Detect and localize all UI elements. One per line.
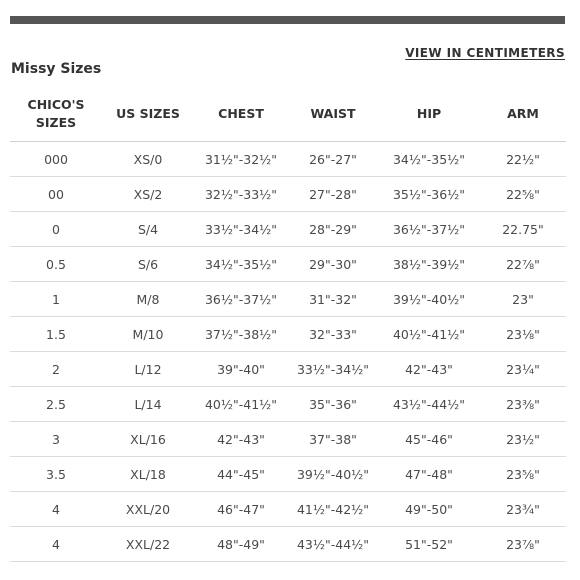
us-size-cell: L/14 (102, 387, 194, 422)
hip-cell: 43½"-44½" (378, 387, 480, 422)
table-row (10, 492, 566, 527)
table-row (10, 177, 566, 212)
hip-cell: 36½"-37½" (378, 212, 480, 247)
chest-cell: 48"-49" (194, 527, 288, 562)
hip-cell: 45"-46" (378, 422, 480, 457)
column-header-us-sizes: US SIZES (102, 87, 194, 142)
chest-cell: 31½"-32½" (194, 142, 288, 177)
arm-cell: 23½" (480, 422, 566, 457)
table-row (10, 387, 566, 422)
us-size-cell: XXL/20 (102, 492, 194, 527)
chicos-size-cell: 3.5 (10, 457, 102, 492)
waist-cell: 35"-36" (288, 387, 378, 422)
chicos-size-cell: 4 (10, 492, 102, 527)
waist-cell: 43½"-44½" (288, 527, 378, 562)
us-size-cell: S/6 (102, 247, 194, 282)
top-divider-bar (10, 16, 565, 24)
us-size-cell: S/4 (102, 212, 194, 247)
hip-cell: 35½"-36½" (378, 177, 480, 212)
waist-cell: 26"-27" (288, 142, 378, 177)
table-row (10, 352, 566, 387)
hip-cell: 38½"-39½" (378, 247, 480, 282)
chicos-size-cell: 000 (10, 142, 102, 177)
table-row (10, 422, 566, 457)
chicos-size-cell: 2.5 (10, 387, 102, 422)
chicos-size-cell: 3 (10, 422, 102, 457)
table-row (10, 527, 566, 562)
chest-cell: 37½"-38½" (194, 317, 288, 352)
waist-cell: 33½"-34½" (288, 352, 378, 387)
hip-cell: 47"-48" (378, 457, 480, 492)
us-size-cell: L/12 (102, 352, 194, 387)
hip-cell: 40½"-41½" (378, 317, 480, 352)
table-header-row (10, 87, 566, 142)
waist-cell: 27"-28" (288, 177, 378, 212)
us-size-cell: XL/16 (102, 422, 194, 457)
chest-cell: 34½"-35½" (194, 247, 288, 282)
waist-cell: 41½"-42½" (288, 492, 378, 527)
arm-cell: 23⅜" (480, 387, 566, 422)
arm-cell: 23⅞" (480, 527, 566, 562)
us-size-cell: XL/18 (102, 457, 194, 492)
table-row (10, 282, 566, 317)
chicos-size-cell: 0.5 (10, 247, 102, 282)
chest-cell: 46"-47" (194, 492, 288, 527)
us-size-cell: XS/2 (102, 177, 194, 212)
hip-cell: 39½"-40½" (378, 282, 480, 317)
hip-cell: 49"-50" (378, 492, 480, 527)
column-header-waist: WAIST (288, 87, 378, 142)
chicos-size-cell: 0 (10, 212, 102, 247)
arm-cell: 22½" (480, 142, 566, 177)
table-row (10, 247, 566, 282)
arm-cell: 23⅝" (480, 457, 566, 492)
chest-cell: 39"-40" (194, 352, 288, 387)
column-header-arm: ARM (480, 87, 566, 142)
chest-cell: 40½"-41½" (194, 387, 288, 422)
arm-cell: 23⅛" (480, 317, 566, 352)
waist-cell: 32"-33" (288, 317, 378, 352)
chicos-size-cell: 1.5 (10, 317, 102, 352)
us-size-cell: XXL/22 (102, 527, 194, 562)
chicos-size-cell: 2 (10, 352, 102, 387)
hip-cell: 34½"-35½" (378, 142, 480, 177)
arm-cell: 23" (480, 282, 566, 317)
arm-cell: 22⅞" (480, 247, 566, 282)
table-row (10, 212, 566, 247)
chicos-size-cell: 4 (10, 527, 102, 562)
chest-cell: 33½"-34½" (194, 212, 288, 247)
waist-cell: 39½"-40½" (288, 457, 378, 492)
arm-cell: 23¾" (480, 492, 566, 527)
us-size-cell: M/10 (102, 317, 194, 352)
chest-cell: 44"-45" (194, 457, 288, 492)
waist-cell: 31"-32" (288, 282, 378, 317)
chicos-size-cell: 00 (10, 177, 102, 212)
arm-cell: 23¼" (480, 352, 566, 387)
chest-cell: 32½"-33½" (194, 177, 288, 212)
us-size-cell: XS/0 (102, 142, 194, 177)
arm-cell: 22⅝" (480, 177, 566, 212)
hip-cell: 42"-43" (378, 352, 480, 387)
arm-cell: 22.75" (480, 212, 566, 247)
waist-cell: 29"-30" (288, 247, 378, 282)
waist-cell: 28"-29" (288, 212, 378, 247)
table-row (10, 317, 566, 352)
chicos-size-cell: 1 (10, 282, 102, 317)
column-header-hip: HIP (378, 87, 480, 142)
chest-cell: 42"-43" (194, 422, 288, 457)
hip-cell: 51"-52" (378, 527, 480, 562)
size-chart-table (10, 87, 566, 562)
size-table-body (10, 142, 566, 562)
table-row (10, 457, 566, 492)
view-in-centimeters-link[interactable]: VIEW IN CENTIMETERS (405, 46, 565, 60)
waist-cell: 37"-38" (288, 422, 378, 457)
section-title: Missy Sizes (11, 61, 102, 77)
column-header-chest: CHEST (194, 87, 288, 142)
table-row (10, 142, 566, 177)
us-size-cell: M/8 (102, 282, 194, 317)
chest-cell: 36½"-37½" (194, 282, 288, 317)
column-header-chicos-sizes: CHICO'S SIZES (10, 87, 102, 142)
